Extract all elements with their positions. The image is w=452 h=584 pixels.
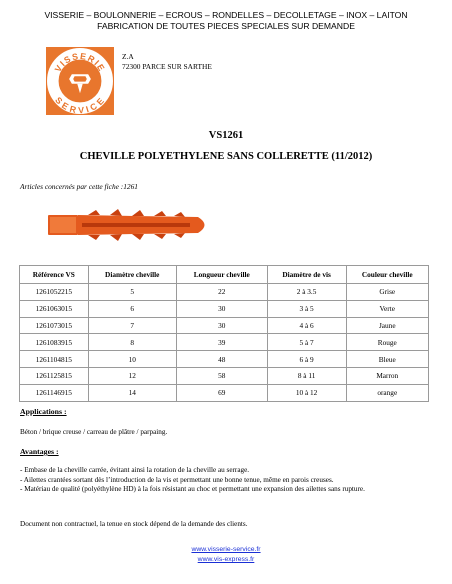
cell-plug-diameter: 10: [88, 351, 176, 368]
cell-screw-diameter: 6 à 9: [267, 351, 346, 368]
cell-plug-diameter: 7: [88, 317, 176, 334]
footer-link-visserie-service[interactable]: www.visserie-service.fr: [191, 546, 261, 553]
disclaimer: Document non contractuel, la tenue en stock dépend de la demande des clients.: [20, 520, 248, 528]
cell-plug-color: Bleue: [346, 351, 428, 368]
table-row: [20, 317, 429, 334]
cell-plug-color: Grise: [346, 284, 428, 301]
table-row: [20, 284, 429, 301]
col-header-plug-diameter: Diamètre cheville: [88, 266, 176, 284]
cell-reference: 1261052215: [20, 284, 89, 301]
header-line-2: FABRICATION DE TOUTES PIECES SPECIALES SUR DEMANDE: [97, 21, 355, 31]
cell-plug-length: 30: [176, 300, 267, 317]
cell-plug-color: Verte: [346, 300, 428, 317]
cell-plug-color: Jaune: [346, 317, 428, 334]
applications-heading: Applications :: [20, 407, 67, 416]
visserie-service-logo: [46, 47, 114, 115]
cell-reference: 1261104815: [20, 351, 89, 368]
cell-screw-diameter: 8 à 11: [267, 367, 346, 384]
table-row: [20, 334, 429, 351]
wall-plug-image: [48, 207, 213, 243]
cell-plug-diameter: 12: [88, 367, 176, 384]
cell-reference: 1261146915: [20, 384, 89, 401]
cell-screw-diameter: 5 à 7: [267, 334, 346, 351]
advantage-item: - Embase de la cheville carrée, évitant ainsi la rotation de la cheville au serrage.: [20, 466, 250, 474]
cell-plug-diameter: 8: [88, 334, 176, 351]
table-row: [20, 300, 429, 317]
table-row: [20, 367, 429, 384]
cell-plug-color: Rouge: [346, 334, 428, 351]
cell-reference: 1261125815: [20, 367, 89, 384]
cell-plug-length: 69: [176, 384, 267, 401]
table-row: [20, 351, 429, 368]
cell-plug-length: 30: [176, 317, 267, 334]
footer-link-vis-express[interactable]: www.vis-express.fr: [197, 556, 255, 563]
col-header-plug-color: Couleur cheville: [346, 266, 428, 284]
concerned-articles: Articles concernés par cette fiche :1261: [20, 182, 139, 191]
cell-screw-diameter: 10 à 12: [267, 384, 346, 401]
cell-plug-color: orange: [346, 384, 428, 401]
cell-plug-diameter: 6: [88, 300, 176, 317]
applications-text: Béton / brique creuse / carreau de plâtre / parpaing.: [20, 428, 168, 436]
cell-reference: 1261063015: [20, 300, 89, 317]
col-header-plug-length: Longueur cheville: [176, 266, 267, 284]
cell-reference: 1261083915: [20, 334, 89, 351]
cell-plug-length: 22: [176, 284, 267, 301]
cell-screw-diameter: 3 à 5: [267, 300, 346, 317]
table-header-row: [20, 266, 429, 284]
col-header-screw-diameter: Diamètre de vis: [267, 266, 346, 284]
table-row: [20, 384, 429, 401]
cell-plug-diameter: 14: [88, 384, 176, 401]
header-line-1: VISSERIE – BOULONNERIE – ECROUS – RONDELLES – DECOLLETAGE – INOX – LAITON: [44, 10, 408, 20]
advantage-item: - Ailettes crantées sortant dès l’introduction de la vis et permettant une bonne tenue, même en parois creuses.: [20, 475, 334, 484]
cell-plug-length: 48: [176, 351, 267, 368]
cell-screw-diameter: 2 à 3.5: [267, 284, 346, 301]
address-line-2: 72300 PARCE SUR SARTHE: [122, 62, 212, 71]
company-address: [122, 52, 212, 72]
product-title: CHEVILLE POLYETHYLENE SANS COLLERETTE (11/2012): [79, 151, 373, 162]
col-header-reference: Référence VS: [20, 266, 89, 284]
advantages-list: [20, 466, 432, 495]
cell-plug-color: Marron: [346, 367, 428, 384]
cell-screw-diameter: 4 à 6: [267, 317, 346, 334]
logo-top-text: VISSERIE: [52, 51, 108, 74]
advantage-item: - Matériau de qualité (polyéthylène HD) à la fois résistant au choc et permettant une expansion des ailettes sans rupture.: [20, 485, 365, 494]
specs-table: [19, 265, 429, 402]
cell-reference: 1261073015: [20, 317, 89, 334]
product-reference: VS1261: [208, 130, 244, 141]
cell-plug-length: 39: [176, 334, 267, 351]
address-line-1: Z.A: [122, 52, 134, 61]
logo-bottom-text: SERVICE: [53, 94, 107, 115]
cell-plug-length: 58: [176, 367, 267, 384]
cell-plug-diameter: 5: [88, 284, 176, 301]
advantages-heading: Avantages :: [20, 447, 59, 456]
